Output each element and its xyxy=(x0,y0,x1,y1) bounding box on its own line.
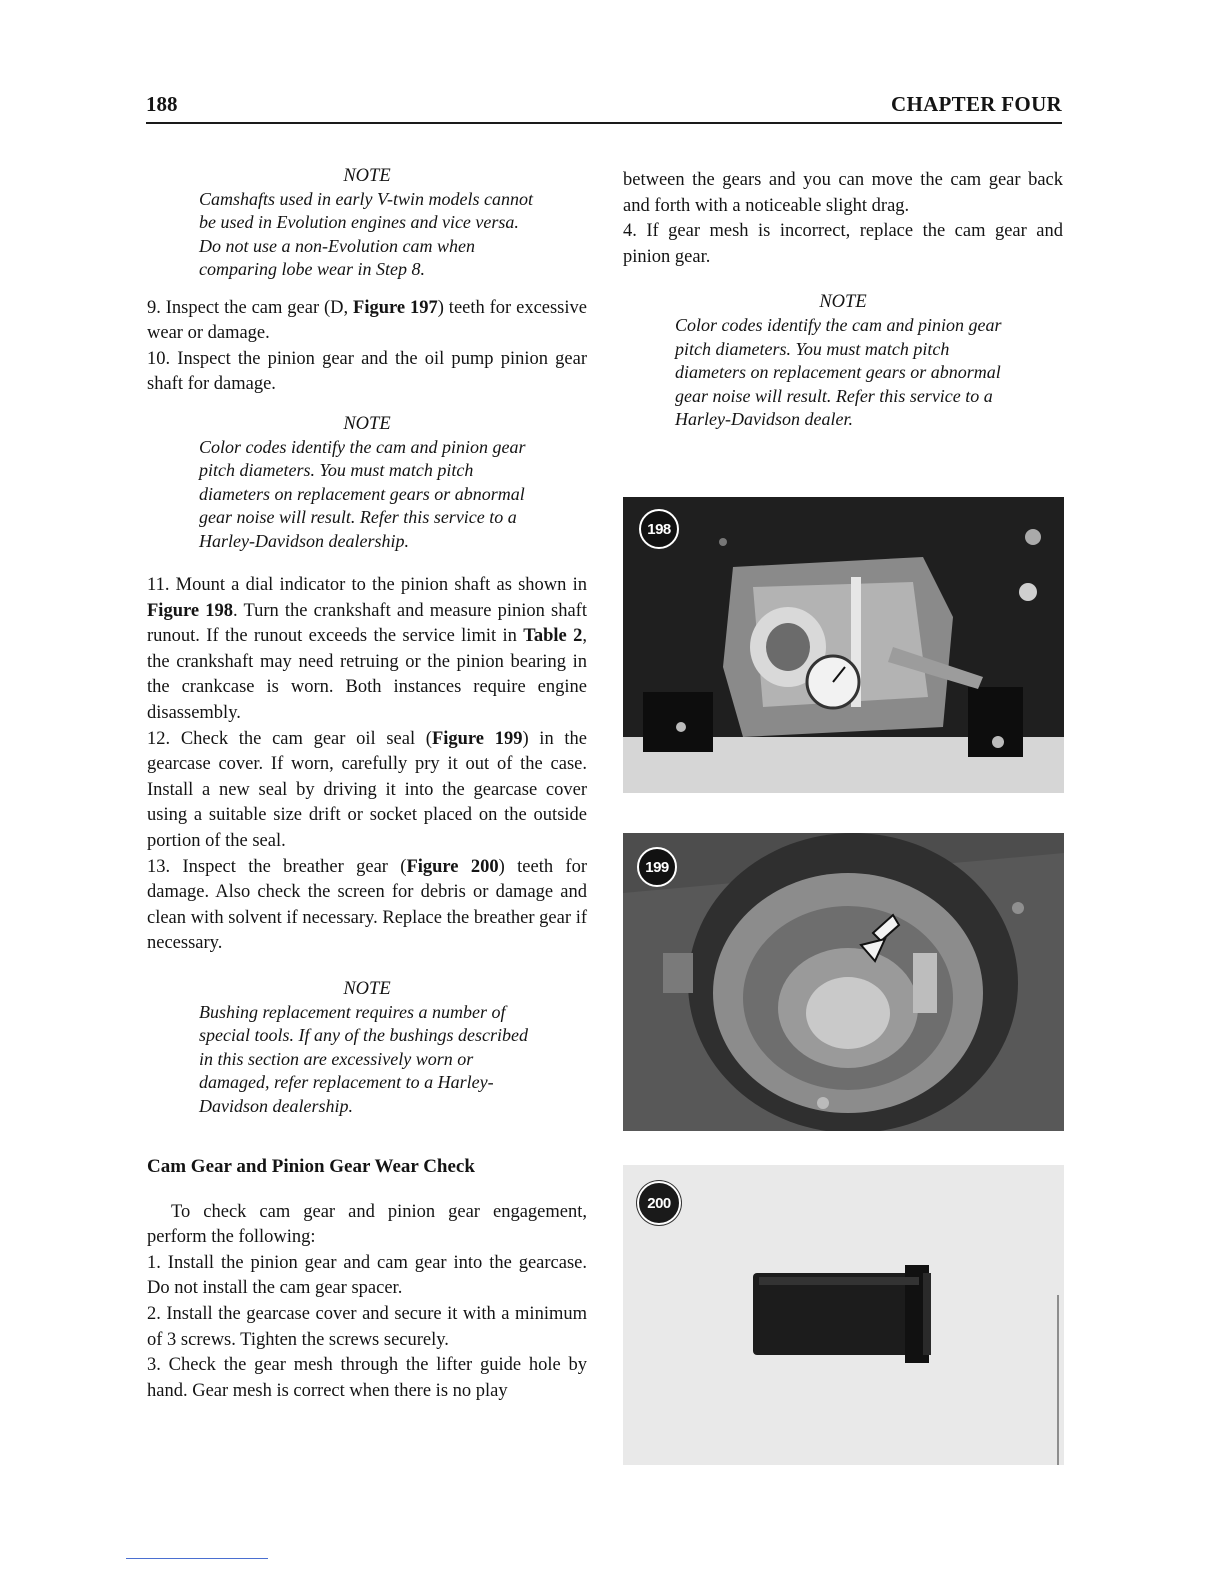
table-ref[interactable]: Table 2 xyxy=(523,626,583,647)
note-body: Camshafts used in early V-twin models cannot be used in Evolution engines and vice versa. Do not use a non-Evolution cam when comparing lobe wear in Step 8. xyxy=(199,189,533,280)
step-12: 12. Check the cam gear oil seal (Figure 199) in the gearcase cover. If worn, carefully pry it out of the case. Install a new seal by driving it into the gearcase cover using a suitable size drift or socket placed on the outside portion of the seal. xyxy=(147,728,587,851)
note-body: Bushing replacement requires a number of special tools. If any of the bushings described in this section are excessively worn or damaged, refer replacement to a Harley-Davidson dealership. xyxy=(199,1001,528,1116)
figure-number-badge: 198 xyxy=(639,509,679,549)
note-color-codes xyxy=(199,412,535,553)
section-heading: Cam Gear and Pinion Gear Wear Check xyxy=(147,1155,475,1177)
figure-number-badge: 199 xyxy=(637,847,677,887)
step-13: 13. Inspect the breather gear (Figure 200) teeth for damage. Also check the screen for debris or damage and clean with solvent if necessary. Replace the breather gear if necessary. xyxy=(147,856,587,954)
figure-ref[interactable]: Figure 197 xyxy=(353,297,438,318)
check-step-4: 4. If gear mesh is incorrect, replace the cam gear and pinion gear. xyxy=(623,221,1063,267)
figure-ref[interactable]: Figure 198 xyxy=(147,600,233,621)
continuation-paragraph: between the gears and you can move the cam gear back and forth with a noticeable slight drag. xyxy=(623,170,1063,216)
left-column xyxy=(147,164,587,1404)
note-body: Color codes identify the cam and pinion gear pitch diameters. You must match pitch diameters on replacement gears or abnormal gear noise will result. Refer this service to a Harley-Davidson dealer. xyxy=(675,315,1002,429)
figure-ref[interactable]: Figure 199 xyxy=(431,728,523,749)
figure-200-photo xyxy=(623,1165,1064,1465)
note-title: NOTE xyxy=(343,414,391,434)
note-title: NOTE xyxy=(819,292,867,313)
figure-199-photo xyxy=(623,833,1064,1131)
check-step-2: 2. Install the gearcase cover and secure it with a minimum of 3 screws. Tighten the screws securely. xyxy=(147,1303,587,1350)
figure-198-photo xyxy=(623,497,1064,793)
note-body: Color codes identify the cam and pinion gear pitch diameters. You must match pitch diameters on replacement gears or abnormal gear noise will result. Refer this service to a Harley-Davidson dealership. xyxy=(199,437,526,551)
step-11: 11. Mount a dial indicator to the pinion shaft as shown in Figure 198. Turn the crankshaft and measure pinion shaft runout. If the runout exceeds the service limit in Table 2, the crankshaft may need retruing or the pinion bearing in the crankcase is worn. Both instances require engine disassembly. xyxy=(147,575,587,723)
page-header xyxy=(146,92,1062,124)
footer-divider xyxy=(126,1558,268,1559)
figure-ref[interactable]: Figure 200 xyxy=(406,856,499,877)
right-column xyxy=(623,168,1063,431)
oil-seal-photo xyxy=(623,833,1064,1131)
check-step-3: 3. Check the gear mesh through the lifter guide hole by hand. Gear mesh is correct when there is no play xyxy=(147,1355,587,1401)
note-title: NOTE xyxy=(343,166,391,186)
step-10: 10. Inspect the pinion gear and the oil pump pinion gear shaft for damage. xyxy=(147,348,587,395)
intro-paragraph: To check cam gear and pinion gear engagement, perform the following: xyxy=(147,1201,587,1248)
dial-indicator-photo xyxy=(623,497,1064,793)
chapter-title: CHAPTER FOUR xyxy=(890,92,1062,116)
note-camshafts xyxy=(199,164,535,282)
step-9: 9. Inspect the cam gear (D, Figure 197) teeth for excessive wear or damage. xyxy=(147,297,587,344)
check-step-1: 1. Install the pinion gear and cam gear into the gearcase. Do not install the cam gear spacer. xyxy=(147,1252,587,1299)
note-bushing xyxy=(199,977,535,1118)
figure-number-badge: 200 xyxy=(639,1183,679,1223)
note-color-codes-dealer xyxy=(675,290,1011,431)
note-title: NOTE xyxy=(343,978,391,999)
breather-gear-photo xyxy=(623,1165,1064,1465)
page-number: 188 xyxy=(146,92,178,116)
